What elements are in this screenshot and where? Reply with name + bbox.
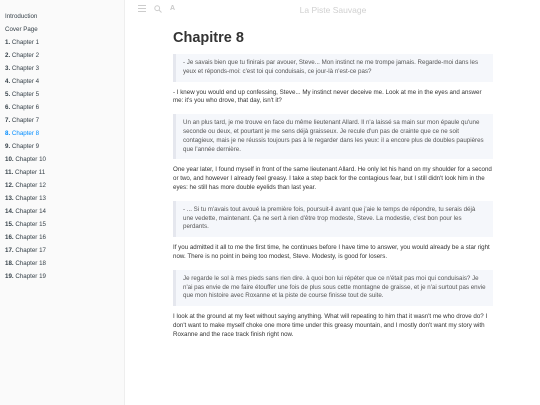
sidebar-item-label: Chapter 19 [15, 273, 46, 280]
english-paragraph: If you admitted it all to me the first time, he continues before I have time to answer, you would already be a star right now. There is no point in being too modest, Steve. Modesty, is good for losers. [173, 244, 490, 260]
sidebar-item-number: 14. [5, 208, 14, 215]
sidebar-item-label: Chapter 2 [11, 52, 40, 59]
sidebar-item-chapter-3[interactable] [0, 62, 124, 75]
sidebar-item-label: Introduction [5, 13, 38, 20]
sidebar-item-chapter-16[interactable] [0, 231, 124, 244]
sidebar-item-label: Chapter 14 [15, 208, 46, 215]
sidebar-item-number: 12. [5, 182, 14, 189]
sidebar-item-number: 3. [5, 65, 11, 72]
english-paragraph: One year later, I found myself in front of the same lieutenant Allard. He only let his hand on my shoulder for a second or two, and however I already feel greasy. I take a step back for the contagious fear, but I still didn't look him in the eyes: he still has more double eyelids than last year. [173, 166, 492, 191]
english-paragraph: - I knew you would end up confessing, Steve... My instinct never deceive me. Look at me in the eyes and answer me: it's you who drove, that day, isn't it? [173, 88, 482, 105]
sidebar-item-label: Chapter 10 [15, 156, 46, 163]
sidebar-item-number: 4. [5, 78, 11, 85]
sidebar-item-label: Chapter 1 [11, 39, 40, 46]
sidebar-item-chapter-19[interactable] [0, 270, 124, 283]
english-paragraph: I look at the ground at my feet without saying anything. What will repeating to him that it wasn't me who drove do? I don't want to make myself choke one more time under this greasy mountain, and I mostly don't want my story with Roxanne and the race track finish right now. [173, 313, 488, 338]
sidebar-item-chapter-15[interactable] [0, 218, 124, 231]
sidebar-item-label: Chapter 8 [11, 130, 40, 137]
sidebar-item-label: Chapter 17 [15, 247, 46, 254]
chapter-title: Chapitre 8 [173, 30, 244, 46]
sidebar-item-chapter-5[interactable] [0, 88, 124, 101]
sidebar [0, 0, 125, 405]
french-quote: - ... Si tu m'avais tout avoué la première fois, poursuit-il avant que j'aie le temps de répondre, tu serais déjà une vedette, maintenant. Ça ne sert à rien d'être trop modeste, Steve. La modestie, c'est bon pour les perdants. [173, 201, 493, 237]
font-icon[interactable]: A [170, 5, 176, 12]
sidebar-item-chapter-1[interactable] [0, 36, 124, 49]
sidebar-item-chapter-13[interactable] [0, 192, 124, 205]
sidebar-item-chapter-4[interactable] [0, 75, 124, 88]
sidebar-item-number: 5. [5, 91, 11, 98]
sidebar-item-chapter-2[interactable] [0, 49, 124, 62]
book-title: La Piste Sauvage [299, 5, 367, 15]
sidebar-item-number: 8. [5, 130, 11, 137]
sidebar-item-number: 9. [5, 143, 11, 150]
sidebar-item-number: 16. [5, 234, 14, 241]
sidebar-item-label: Chapter 3 [11, 65, 40, 72]
sidebar-item-number: 15. [5, 221, 14, 228]
sidebar-item-chapter-17[interactable] [0, 244, 124, 257]
sidebar-item-number: 10. [5, 156, 14, 163]
french-quote: Un an plus tard, je me trouve en face du même lieutenant Allard. Il n'a laissé sa main sur mon épaule qu'une seconde ou deux, et pourtant je me sens déjà graisseux. Je recule d'un pas de crainte que ce ne soit contagieux, mais je ne réussis toujours pas à le regarder dans les yeux: il a encore plus de doubles paupières que l'année dernière. [173, 114, 493, 159]
sidebar-item-chapter-14[interactable] [0, 205, 124, 218]
sidebar-item-label: Chapter 7 [11, 117, 40, 124]
sidebar-item-label: Chapter 12 [15, 182, 46, 189]
sidebar-item-label: Chapter 9 [11, 143, 40, 150]
sidebar-item-number: 13. [5, 195, 14, 202]
sidebar-item-chapter-6[interactable] [0, 101, 124, 114]
sidebar-item-number: 18. [5, 260, 14, 267]
sidebar-item-chapter-9[interactable] [0, 140, 124, 153]
sidebar-item-chapter-7[interactable] [0, 114, 124, 127]
sidebar-item-number: 6. [5, 104, 11, 111]
sidebar-item-chapter-10[interactable] [0, 153, 124, 166]
sidebar-item-number: 7. [5, 117, 11, 124]
sidebar-item-label: Chapter 16 [15, 234, 46, 241]
sidebar-item-number: 19. [5, 273, 14, 280]
sidebar-item-label: Chapter 18 [15, 260, 46, 267]
sidebar-item-number: 2. [5, 52, 11, 59]
sidebar-item-chapter-18[interactable] [0, 257, 124, 270]
sidebar-item-number: 17. [5, 247, 14, 254]
sidebar-item-label: Chapter 13 [15, 195, 46, 202]
sidebar-item-number: 11. [5, 169, 14, 176]
sidebar-item-label: Chapter 15 [15, 221, 46, 228]
sidebar-item-introduction[interactable] [0, 10, 124, 23]
sidebar-item-label: Cover Page [5, 26, 38, 33]
french-quote: - Je savais bien que tu finirais par avouer, Steve... Mon instinct ne me trompe jamais. Regarde-moi dans les yeux et réponds-moi: c'est toi qui conduisais, ce jour-là n'est-ce pas? [173, 54, 493, 82]
top-bar [126, 0, 540, 20]
sidebar-item-chapter-12[interactable] [0, 179, 124, 192]
sidebar-item-label: Chapter 6 [11, 104, 40, 111]
sidebar-item-label: Chapter 4 [11, 78, 40, 85]
sidebar-item-label: Chapter 11 [15, 169, 46, 176]
sidebar-item-number: 1. [5, 39, 11, 46]
sidebar-item-label: Chapter 5 [11, 91, 40, 98]
sidebar-item-chapter-11[interactable] [0, 166, 124, 179]
chapter-content [173, 30, 493, 348]
french-quote: Je regarde le sol à mes pieds sans rien dire. à quoi bon lui répéter que ce n'était pas moi qui conduisais? Je n'ai pas envie de me faire étouffer une fois de plus sous cette montagne de graisse, et je n'ai surtout pas envie que mon histoire avec Roxanne et la piste de course finisse tout de suite. [173, 270, 493, 306]
sidebar-item-cover-page[interactable] [0, 23, 124, 36]
sidebar-item-chapter-8[interactable] [0, 127, 124, 140]
